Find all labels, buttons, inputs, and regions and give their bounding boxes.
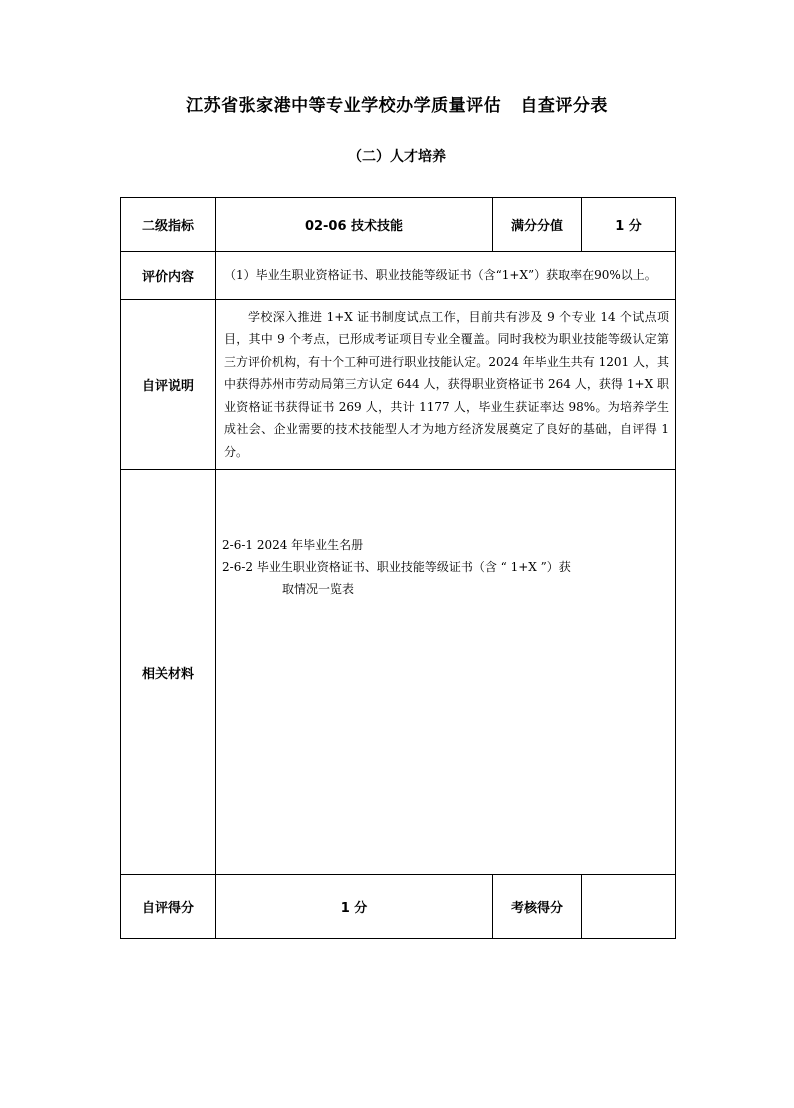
material-item-2 <box>222 556 669 600</box>
material-text-continued: 取情况一览表 <box>282 582 355 596</box>
self-eval-label: 自评说明 <box>121 300 216 470</box>
section-subtitle: （二）人才培养 <box>348 149 446 165</box>
material-item-1 <box>222 534 669 556</box>
self-score-value: 1 分 <box>216 875 493 939</box>
material-code: 2-6-2 <box>222 560 257 574</box>
material-code: 2-6-1 <box>222 538 257 552</box>
material-text: 2024 年毕业生名册 <box>256 538 364 552</box>
full-score-value: 1 分 <box>582 198 676 252</box>
document-title: 江苏省张家港中等专业学校办学质量评估 自查评分表 <box>186 96 608 116</box>
header-row <box>121 198 676 252</box>
eval-content-label: 评价内容 <box>121 252 216 300</box>
self-eval-row <box>121 300 676 470</box>
full-score-label: 满分分值 <box>493 198 582 252</box>
footer-row <box>121 875 676 939</box>
eval-content-text: （1）毕业生职业资格证书、职业技能等级证书（含“1+X”）获取率在90%以上。 <box>216 252 676 300</box>
self-eval-text: 学校深入推进 1+X 证书制度试点工作，目前共有涉及 9 个专业 14 个试点项目，其中 9 个考点，已形成考证项目专业全覆盖。同时我校为职业技能等级认定第三方评价机构，有十个工种可进行职业技能认定。2024 年毕业生共有 1201 人，其中获得苏州市劳动局第三方认定 644 人，获得职业资格证书 264 人，获得 1+X 职业资格证书获得证书 269 人，共计 1177 人，毕业生获证率达 98%。为培养学生成社会、企业需要的技术技能型人才为地方经济发展奠定了良好的基础，自评得 1 分。 <box>216 300 676 470</box>
evaluation-table <box>120 197 676 939</box>
check-score-label: 考核得分 <box>493 875 582 939</box>
materials-label: 相关材料 <box>121 470 216 875</box>
materials-list <box>216 470 676 875</box>
eval-content-row <box>121 252 676 300</box>
check-score-value <box>582 875 676 939</box>
materials-row <box>121 470 676 875</box>
level2-label: 二级指标 <box>121 198 216 252</box>
level2-value: 02-06 技术技能 <box>216 198 493 252</box>
self-score-label: 自评得分 <box>121 875 216 939</box>
material-text: 毕业生职业资格证书、职业技能等级证书（含 “ 1+X ”）获 <box>256 560 571 574</box>
